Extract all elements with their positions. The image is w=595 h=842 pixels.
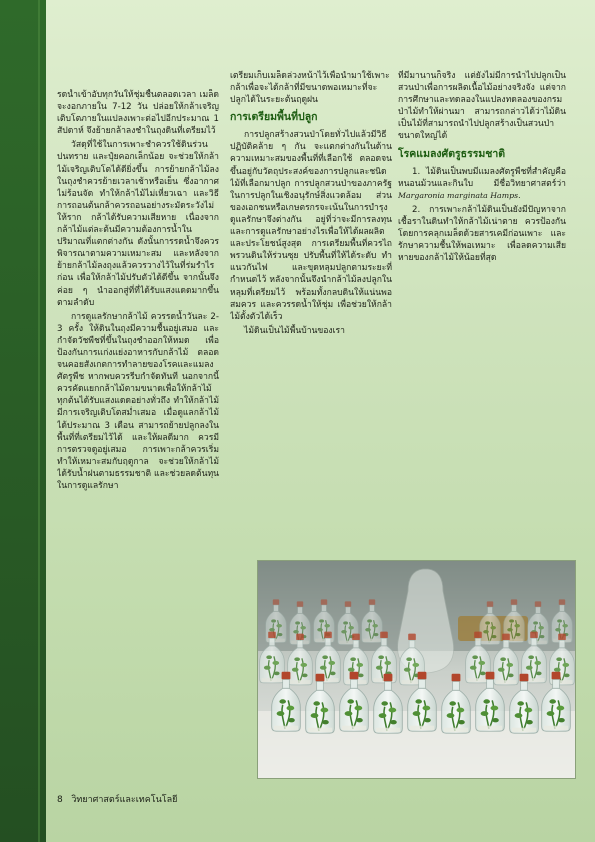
paragraph: ไม้ดินเป็นไม้พื้นบ้านของเรา — [244, 325, 346, 336]
text-column-2 — [230, 70, 392, 540]
page-number: 8 — [57, 795, 63, 805]
scientific-name: Margaronia marginata Hamps. — [398, 190, 521, 200]
section-heading: การเตรียมพื้นที่ปลูก — [230, 111, 318, 124]
paragraph: ที่มีมานานก็จริง แต่ยังไม่มีการนำไปปลูกเป็นสวนป่าเพื่อการผลิตเนื้อไม้อย่างจริงจัง แต่จากการศึกษาและทดลองในแปลงทดลองของกรมป่าไม้ทำให้ผ่านมา สามารถกล่าวได้ว่าไม้ดินเป็นไม้ที่สามารถนำไปปลูกสร้างเป็นสวนป่าขนาดใหญ่ได้ — [398, 71, 566, 142]
paragraph: การดูแลรักษากล้าไม้ ควรรดน้ำวันละ 2-3 ครั้ง ให้ดินในถุงมีความชื้นอยู่เสมอ และกำจัดวัชพืชที่ขึ้นในถุงชำออกให้หมด เพื่อป้องกันการแก่งแย่งอาหารกับกล้าไม้ ตลอดจนคอยสังเกตการทำลายของโรคและแมลงศัตรูพืช หากพบควรรีบกำจัดทันที นอกจากนี้ควรคัดแยกกล้าไม้ตามขนาดเพื่อให้กล้าไม้ทุกต้นได้รับแสงแดดอย่างทั่วถึง ทำให้กล้าไม้มีการเจริญเติบโตสม่ำเสมอ เมื่อดูแลกล้าไม้ได้ประมาณ 3 เดือน สามารถย้ายปลูกลงในพื้นที่ที่เตรียมไว้ได้ และให้ผลดีมาก ควรมีการตรวจดูอยู่เสมอ การเพาะกล้าควรเริ่มทำให้เหมาะสมกับฤดูกาล จะช่วยให้กล้าไม้ได้รับน้ำฝนตามธรรมชาติ และช่วยลดต้นทุนในการดูแลรักษา — [57, 311, 219, 491]
publication-name: วิทยาศาสตร์และเทคโนโลยี — [71, 795, 178, 805]
paragraph: วัสดุที่ใช้ในการเพาะชำควรใช้ดินร่วนปนทราย และปุ๋ยคอกเล็กน้อย จะช่วยให้กล้าไม้เจริญเติบโตได้ดียิ่งขึ้น การย้ายกล้าไม้ลงในถุงชำควรย้ายเวลาเช้าหรือเย็น ซึ่งอากาศไม่ร้อนจัด ทำให้กล้าไม้ไม่เหี่ยวเฉา และวิธีการถอนต้นกล้าควรถอนอย่างระมัดระวังไม่ให้ราก กล้าได้รับความเสียหาย เนื่องจากกล้าไม้แต่ละต้นมีความต้องการน้ำในปริมาณที่แตกต่างกัน ดังนั้นการรดน้ำจึงควรพิจารณาตามความเหมาะสม และหลังจากย้ายกล้าไม้ลงถุงแล้วควรวางไว้ในที่ร่มรำไรก่อน เพื่อให้กล้าไม้ปรับตัวได้ดีขึ้น จากนั้นจึงค่อย ๆ นำออกสู่ที่ที่ได้รับแสงแดดมากขึ้นตามลำดับ — [57, 140, 219, 308]
sidebar-rule — [38, 0, 40, 842]
section-heading: โรคแมลงศัตรูธรรมชาติ — [398, 147, 506, 160]
paragraph: การปลูกสร้างสวนป่าโดยทั่วไปแล้วมีวิธีปฏิบัติคล้าย ๆ กัน จะแตกต่างกันในด้านความเหมาะสมของพื้นที่ที่เลือกใช้ ตลอดจนขึ้นอยู่กับวัตถุประสงค์ของการปลูกและชนิดไม้ที่เลือกมาปลูก การปลูกสวนป่าของภาครัฐในการปลูกในเชิงอนุรักษ์สิ่งแวดล้อม ส่วนของเอกชนหรือเกษตรกรจะเน้นในการบำรุงดูแลรักษาจึงต่างกัน อยู่ที่ว่าจะมีการลงทุนและการดูแลรักษาอย่างไรเพื่อให้ได้ผลผลิตและประโยชน์สูงสุด การเตรียมพื้นที่ควรไถพรวนดินให้ร่วนซุย ปรับพื้นที่ให้ได้ระดับ ทำแนวกันไฟ และขุดหลุมปลูกตามระยะที่กำหนดไว้ หลังจากนั้นจึงนำกล้าไม้ลงปลูกในหลุมที่เตรียมไว้ พร้อมทั้งกลบดินให้แน่นพอสมควร และควรรดน้ำให้ชุ่ม เพื่อช่วยให้กล้าไม้ตั้งตัวได้เร็ว — [230, 130, 392, 322]
bottles-illustration — [258, 561, 575, 778]
paragraph-text: 1. ไม้ดินเป็นพบมีแมลงศัตรูพืชที่สำคัญคือ หนอนม้วนและกินใบ มีชื่อวิทยาศาสตร์ว่า — [398, 166, 566, 189]
paragraph: 2. การเพาะกล้าไม้ดินเป็นยังมีปัญหาจากเชื้อราในดินทำให้กล้าไม้เน่าตาย ควรป้องกันโดยการคลุกเมล็ดด้วยสารเคมีก่อนเพาะ และรักษาความชื้นให้พอเหมาะ เพื่อลดความเสียหายของกล้าไม้ให้น้อยที่สุด — [398, 204, 566, 264]
paragraph: เตรียมเก็บเมล็ดล่วงหน้าไว้เพื่อนำมาใช้เพาะกล้าเพื่อจะได้กล้าที่มีขนาดพอเหมาะที่จะปลูกได้ในระยะต้นฤดูฝน — [230, 71, 390, 106]
footer — [57, 792, 177, 806]
text-column-3 — [398, 70, 566, 540]
paragraph: รดน้ำเข้าอับทุกวันให้ชุ่มชื้นตลอดเวลา เมล็ดจะงอกภายใน 7-12 วัน ปล่อยให้กล้าเจริญเติบโตภายในแปลงเพาะต่อไปอีกประมาณ 1 สัปดาห์ จึงย้ายกล้าลงชำในถุงดินที่เตรียมไว้ — [57, 90, 219, 137]
photo-tissue-culture-bottles — [257, 560, 576, 779]
text-column-1 — [57, 89, 219, 797]
paragraph — [398, 166, 566, 202]
